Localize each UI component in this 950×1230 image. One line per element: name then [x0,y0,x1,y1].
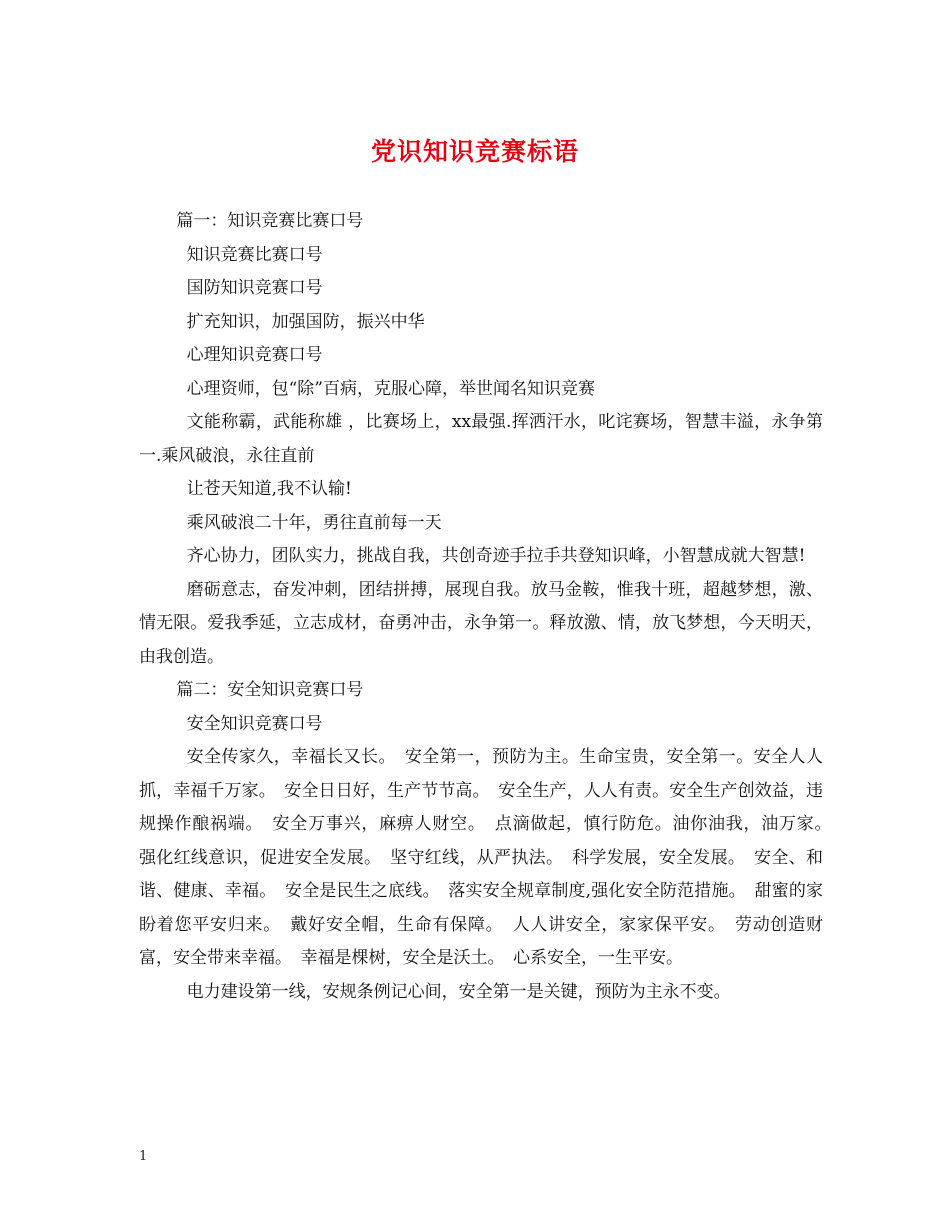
document-body [139,205,840,1009]
paragraph: 安全传家久，幸福长又长。 安全第一，预防为主。生命宝贵，安全第一。安全人人抓，幸福千万家。 安全日日好，生产节节高。 安全生产，人人有责。安全生产创效益，违规操作酿祸端。 安全万事兴，麻痹人财空。 点滴做起，慎行防危。油你油我，油万家。 强化红线意识，促进安全发展。 坚守红线，从严执法。 科学发展，安全发展。 安全、和谐、健康、幸福。 安全是民生之底线。 落实安全规章制度,强化安全防范措施。 甜蜜的家盼着您平安归来。 戴好安全帽，生命有保障。 人人讲安全，家家保平安。 劳动创造财富，安全带来幸福。 幸福是棵树，安全是沃土。 心系安全，一生平安。 [139,747,840,968]
paragraph: 乘风破浪二十年，勇往直前每一天 [186,512,442,533]
paragraph: 心理知识竞赛口号 [186,345,323,365]
paragraph: 齐心协力，团队实力，挑战自我，共创奇迹手拉手共登知识峰，小智慧成就大智慧! [186,546,806,566]
paragraph: 磨砺意志，奋发冲刺，团结拼搏，展现自我。放马金鞍，惟我十班，超越梦想，激、情无限。爱我季延，立志成材，奋勇冲击，永争第一。释放激、情，放飞梦想，今天明天，由我创造。 [139,579,823,667]
page-number: 1 [139,1149,148,1164]
section-heading: 篇二：安全知识竞赛口号 [176,680,364,700]
paragraph: 文能称霸，武能称雄 ，比赛场上，xx最强.挥洒汗水，叱诧赛场，智慧丰溢，永争第一.乘风破浪，永往直前 [139,412,823,466]
section-heading: 篇一：知识竞赛比赛口号 [176,211,364,231]
paragraph: 知识竞赛比赛口号 [186,244,323,265]
paragraph: 国防知识竞赛口号 [186,278,323,298]
paragraph: 安全知识竞赛口号 [186,713,323,734]
paragraph: 扩充知识，加强国防，振兴中华 [186,311,425,332]
paragraph: 电力建设第一线，安规条例记心间，安全第一是关键，预防为主永不变。 [186,981,731,1002]
page-title: 党识知识竞赛标语 [370,137,579,166]
paragraph: 让苍天知道,我不认输! [186,479,352,499]
paragraph: 心理资师，包“除”百病，克服心障，举世闻名知识竞赛 [186,378,595,399]
